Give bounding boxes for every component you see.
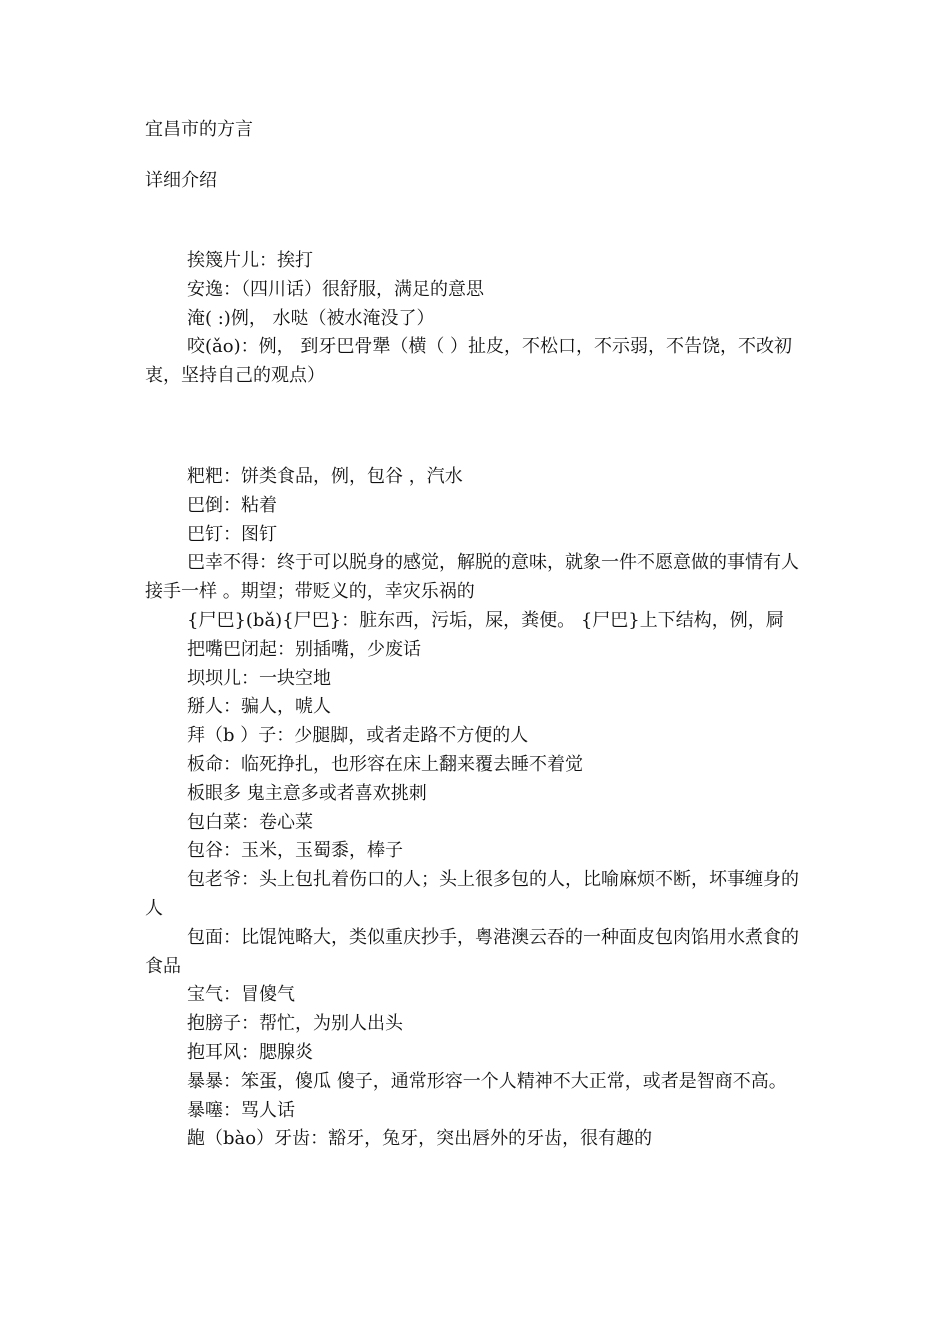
document-title: 宜昌市的方言 — [145, 119, 253, 140]
entry-item: 宝气：冒傻气 — [187, 984, 295, 1006]
entry-item: 暴噻：骂人话 — [187, 1099, 295, 1121]
entry-item: 包白菜：卷心菜 — [187, 811, 313, 833]
entry-item: 巴钉：图钉 — [187, 523, 277, 545]
entry-block-2 — [145, 463, 810, 1154]
entry-item: 包谷：玉米，玉蜀黍，棒子 — [187, 840, 403, 862]
entry-item: 粑粑：饼类食品，例，包谷 ，汽水 — [187, 466, 463, 487]
entry-item: 巴幸不得：终于可以脱身的感觉，解脱的意味，就象一件不愿意做的事情有人接手一样 。期望；带贬义的，幸灾乐祸的 — [145, 552, 799, 603]
entry-item: 淹( :)例， 水哒（被水淹没了） — [187, 307, 435, 329]
entry-item: 挨篾片儿：挨打 — [187, 250, 313, 271]
entry-item: 板眼多 鬼主意多或者喜欢挑刺 — [187, 782, 427, 804]
entry-item: 安逸：（四川话）很舒服，满足的意思 — [187, 278, 484, 300]
entry-item: 暴暴：笨蛋，傻瓜 傻子，通常形容一个人精神不大正常，或者是智商不高。 — [187, 1070, 787, 1092]
entry-item: 包面：比馄饨略大，类似重庆抄手，粤港澳云吞的一种面皮包肉馅用水煮食的食品 — [145, 926, 799, 977]
entry-item: 抱膀子：帮忙，为别人出头 — [187, 1013, 403, 1035]
entry-item: 抱耳风：腮腺炎 — [187, 1041, 313, 1063]
entry-item: 拜（b ）子：少腿脚，或者走路不方便的人 — [187, 725, 529, 747]
entry-item: {尸巴}(bǎ){尸巴}：脏东西，污垢，屎，粪便。 {尸巴}上下结构，例，屙 — [187, 609, 784, 631]
entry-item: 龅（bào）牙齿：豁牙，兔牙，突出唇外的牙齿，很有趣的 — [187, 1128, 653, 1150]
document-subtitle: 详细介绍 — [145, 170, 217, 191]
entry-item: 咬(ǎo)：例， 到牙巴骨犟（横（ ）扯皮，不松口，不示弱，不告饶，不改初衷，坚持自己的观点） — [145, 336, 793, 387]
entry-item: 掰人：骗人，唬人 — [187, 696, 331, 718]
entry-item: 包老爷：头上包扎着伤口的人；头上很多包的人，比喻麻烦不断，坏事缠身的人 — [145, 869, 799, 919]
entry-item: 把嘴巴闭起：别插嘴，少废话 — [187, 638, 421, 660]
entry-block-1 — [145, 247, 810, 391]
entry-item: 巴倒：粘着 — [187, 494, 277, 516]
entry-item: 板命：临死挣扎，也形容在床上翻来覆去睡不着觉 — [187, 753, 583, 775]
entry-item: 坝坝儿：一块空地 — [187, 667, 331, 689]
